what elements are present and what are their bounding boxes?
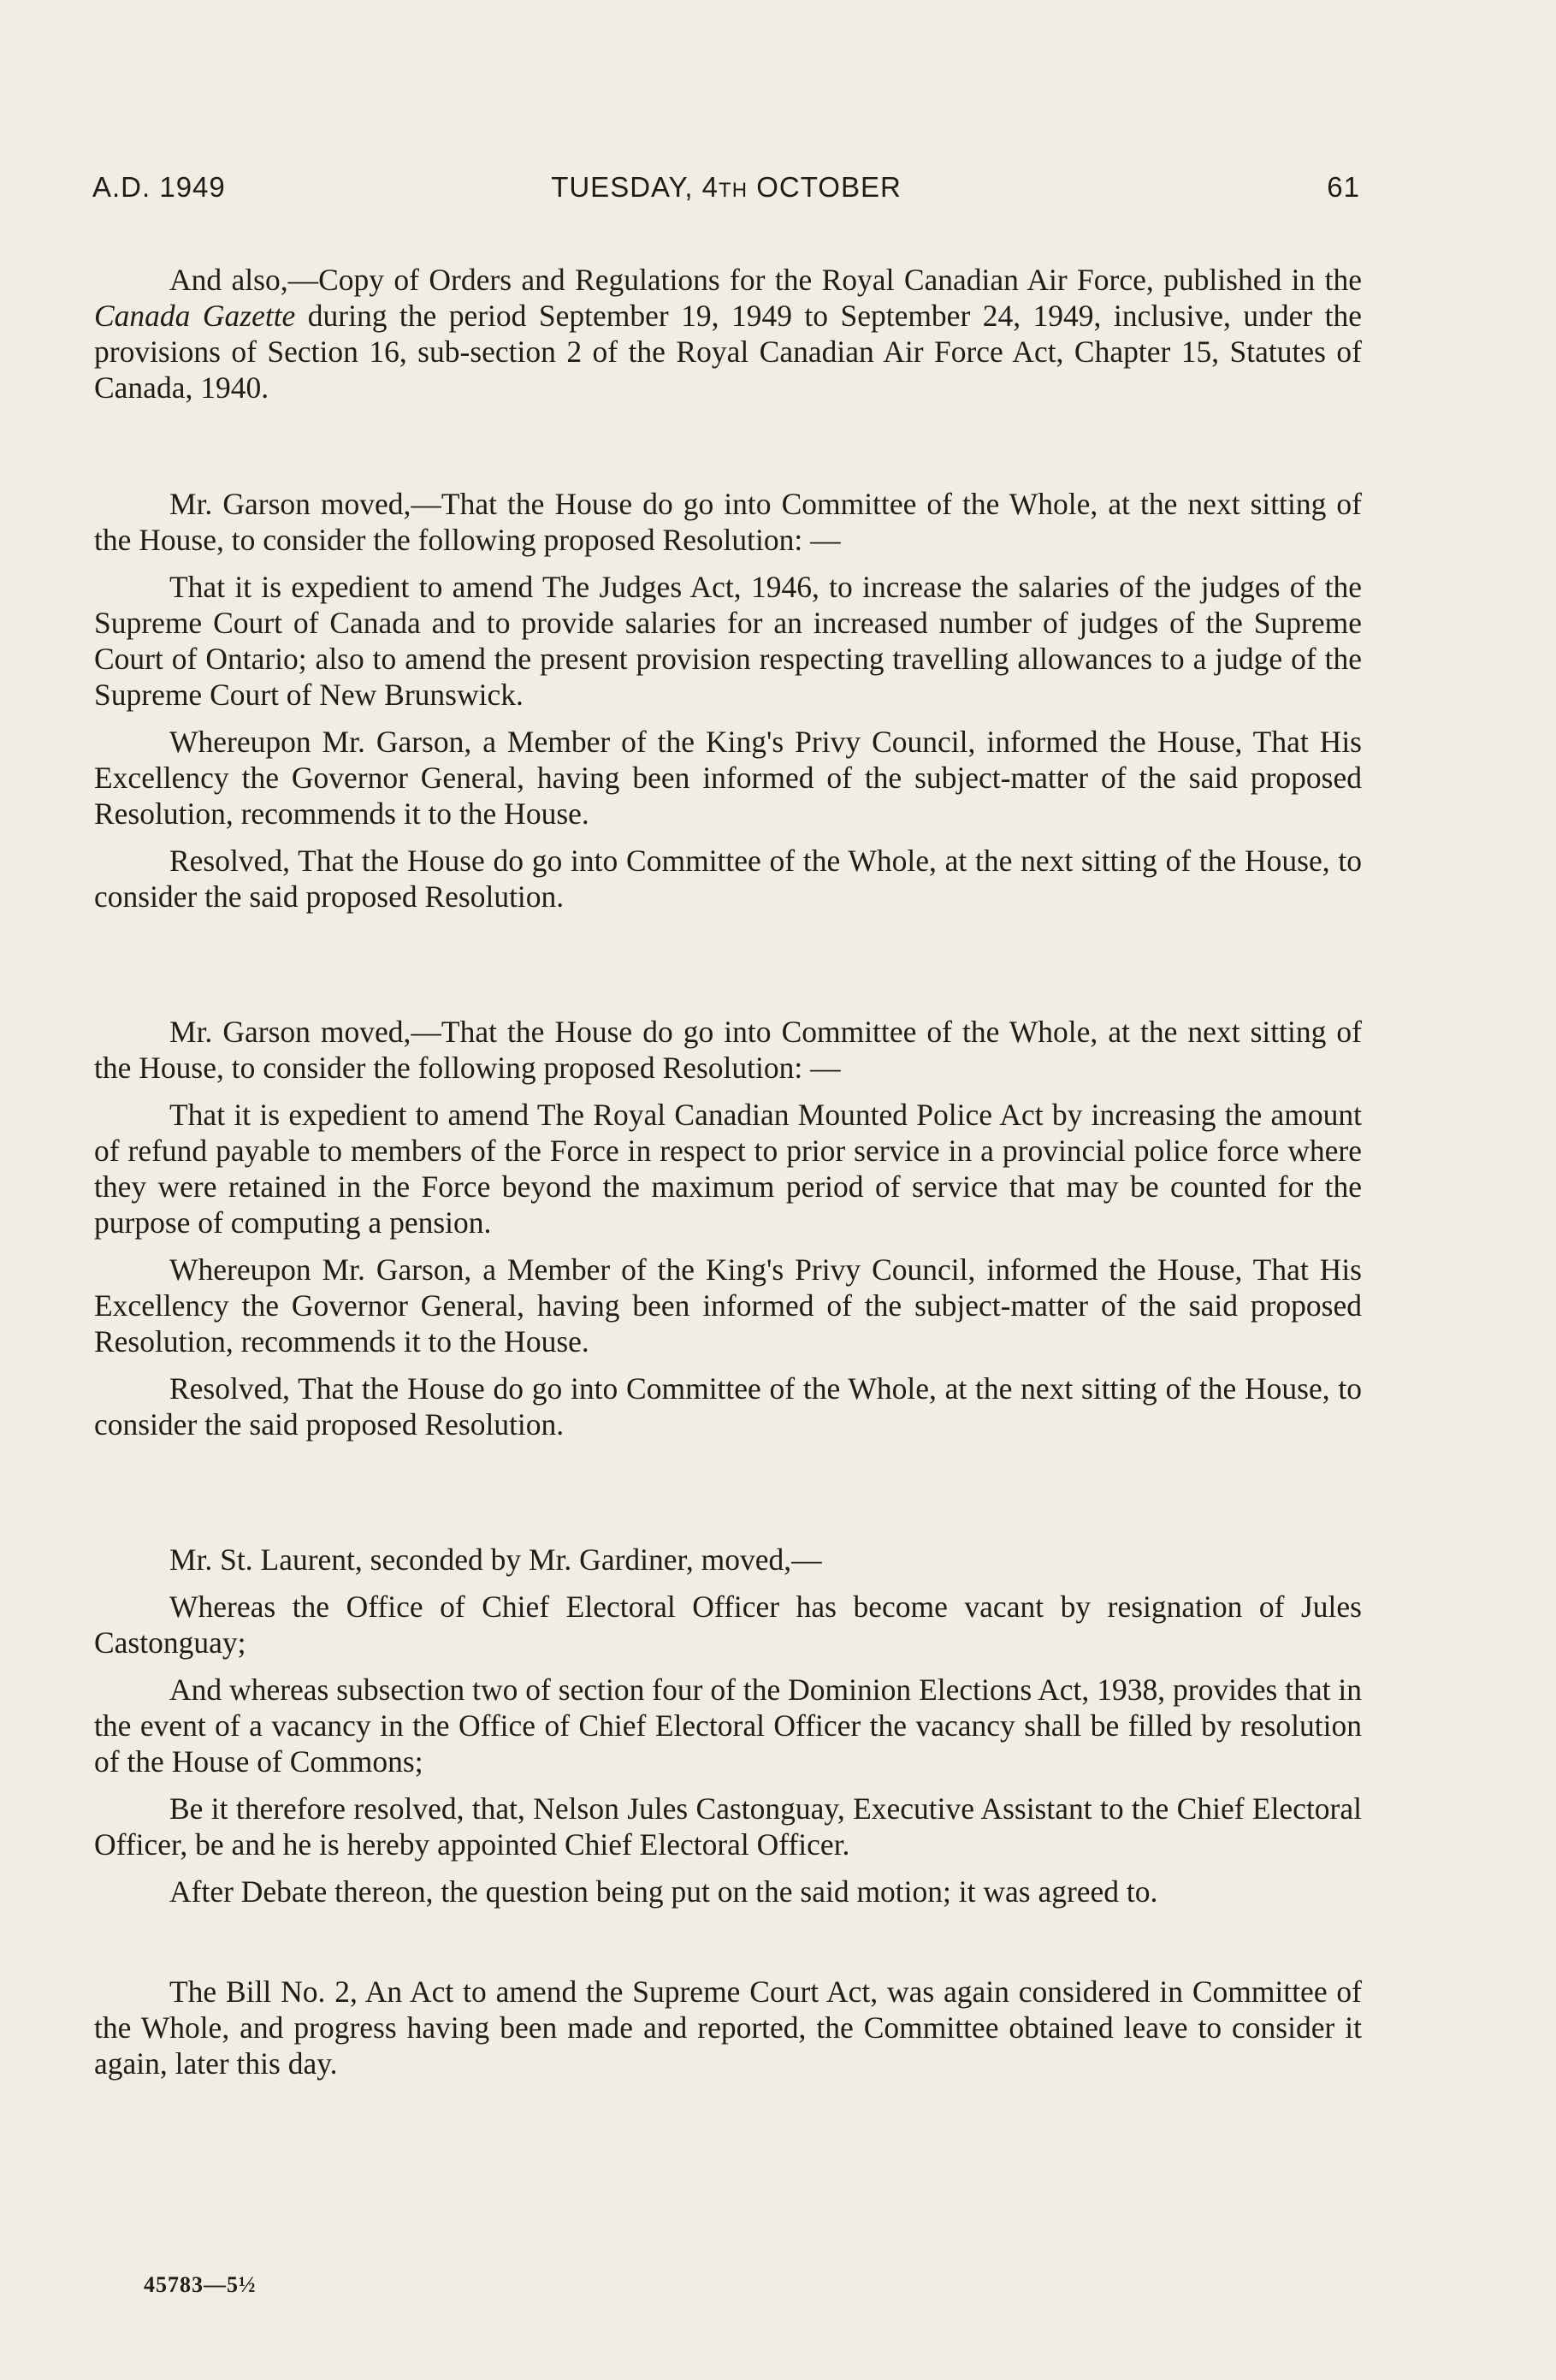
paragraph-judges-act-resolution: That it is expedient to amend The Judges Act, 1946, to increase the salaries of the judges of the Supreme Court of Canada and to provide salaries for an increased number of judges of the Supreme Court of Ontario; also to amend the present provision respecting travelling allowances to a judge of the Supreme Court of New Brunswick. (94, 570, 1362, 712)
header-date-prefix: TUESDAY, 4 (551, 171, 719, 203)
paragraph-whereupon-rcmp: Whereupon Mr. Garson, a Member of the King's Privy Council, informed the House, That His Excellency the Governor General, having been informed of the subject-matter of the said proposed Resolution, recommends it to the House. (94, 1252, 1362, 1359)
header-date-ordinal: TH (719, 179, 748, 202)
paragraph-resolved-rcmp: Resolved, That the House do go into Committee of the Whole, at the next sitting of the House, to consider the said proposed Resolution. (94, 1371, 1362, 1442)
paragraph-garson-motion-rcmp: Mr. Garson moved,—That the House do go into Committee of the Whole, at the next sitting of the House, to consider the following proposed Resolution: — (94, 1015, 1362, 1085)
paragraph-rcmp-act-resolution: That it is expedient to amend The Royal Canadian Mounted Police Act by increasing the amount of refund payable to members of the Force in respect to prior service in a provincial police force where they were retained in the Force beyond the maximum period of service that may be counted for the purpose of computing a pension. (94, 1098, 1362, 1240)
page-body (94, 262, 1362, 2093)
paragraph-whereas-vacancy: Whereas the Office of Chief Electoral Officer has become vacant by resignation of Jules Castonguay; (94, 1590, 1362, 1660)
paragraph-air-force-orders (94, 262, 1362, 406)
page-header (92, 171, 1360, 212)
printer-signature-mark: 45783—5½ (144, 2272, 257, 2297)
paragraph-whereas-elections-act: And whereas subsection two of section four of the Dominion Elections Act, 1938, provides that in the event of a vacancy in the Office of Chief Electoral Officer the vacancy shall be filled by resolution of the House of Commons; (94, 1673, 1362, 1779)
header-date-suffix: OCTOBER (748, 171, 902, 203)
header-year: A.D. 1949 (92, 171, 226, 203)
paragraph-whereupon-judges: Whereupon Mr. Garson, a Member of the King's Privy Council, informed the House, That His Excellency the Governor General, having been informed of the subject-matter of the said proposed Resolution, recommends it to the House. (94, 725, 1362, 831)
paragraph-resolved-judges: Resolved, That the House do go into Committee of the Whole, at the next sitting of the House, to consider the said proposed Resolution. (94, 844, 1362, 914)
header-date (551, 171, 902, 204)
page-number: 61 (1327, 171, 1360, 203)
paragraph-text: during the period September 19, 1949 to September 24, 1949, inclusive, under the provisions of Section 16, sub-section 2 of the Royal Canadian Air Force Act, Chapter 15, Statutes of Canada, 1940. (94, 299, 1362, 405)
paragraph-garson-motion-judges: Mr. Garson moved,—That the House do go into Committee of the Whole, at the next sitting of the House, to consider the following proposed Resolution: — (94, 487, 1362, 557)
paragraph-st-laurent-motion: Mr. St. Laurent, seconded by Mr. Gardiner, moved,— (169, 1542, 822, 1577)
italic-title-canada-gazette: Canada Gazette (94, 299, 296, 333)
paragraph-text: And also,—Copy of Orders and Regulations for the Royal Canadian Air Force, published in the (169, 263, 1362, 297)
paragraph-debate-agreed: After Debate thereon, the question being put on the said motion; it was agreed to. (169, 1874, 1158, 1909)
paragraph-bill-no-2: The Bill No. 2, An Act to amend the Supreme Court Act, was again considered in Committee of the Whole, and progress having been made and reported, the Committee obtained leave to consider it again, later this day. (94, 1974, 1362, 2081)
paragraph-resolved-appointment: Be it therefore resolved, that, Nelson Jules Castonguay, Executive Assistant to the Chief Electoral Officer, be and he is hereby appointed Chief Electoral Officer. (94, 1791, 1362, 1862)
